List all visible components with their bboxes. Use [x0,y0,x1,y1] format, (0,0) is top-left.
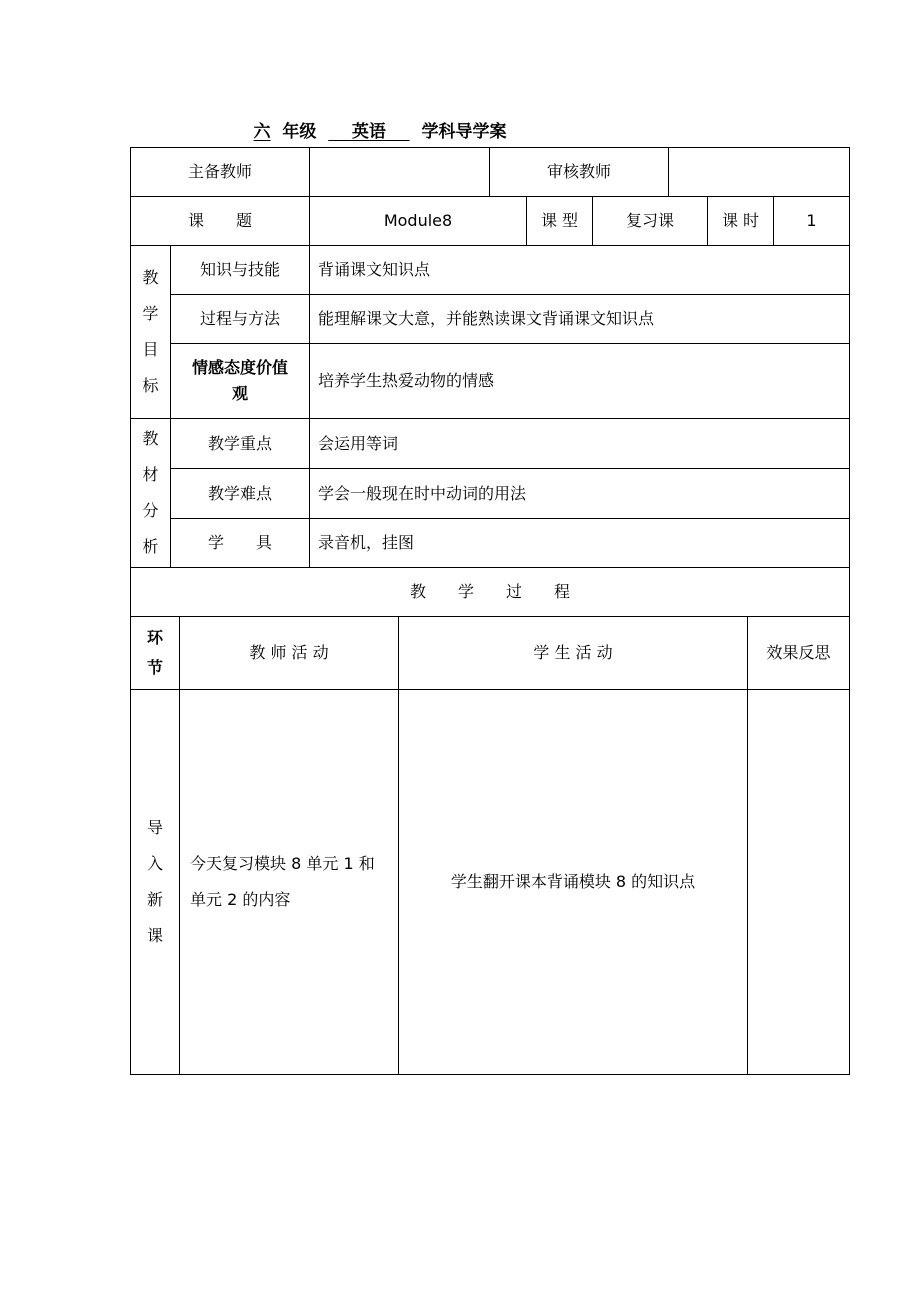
process-row-reflection[interactable] [747,689,850,1075]
process-row-stage: 导 入 新 课 [130,689,180,1075]
type-value: 复习课 [592,196,708,246]
analysis-value-tools: 录音机，挂图 [309,518,850,568]
analysis-group-label: 教 材 分 析 [130,418,171,568]
goal-value-knowledge: 背诵课文知识点 [309,245,850,295]
goal-label-knowledge: 知识与技能 [170,245,310,295]
analysis-value-difficulty: 学会一般现在时中动词的用法 [309,468,850,519]
goal-value-emotion: 培养学生热爱动物的情感 [309,343,850,419]
topic-label: 课 题 [130,196,310,246]
goals-group-label: 教 学 目 标 [130,245,171,419]
process-row-teacher: 今天复习模块 8 单元 1 和单元 2 的内容 [179,689,399,1075]
topic-value: Module8 [309,196,527,246]
subject-value: 英语 [351,122,386,142]
process-header-teacher: 教 师 活 动 [179,616,399,690]
process-header-student: 学 生 活 动 [398,616,748,690]
hours-value: 1 [773,196,850,246]
process-header-reflection: 效果反思 [747,616,850,690]
title-suffix: 学科导学案 [421,122,507,142]
analysis-label-key: 教学重点 [170,418,310,469]
type-label: 课 型 [526,196,593,246]
lesson-plan-table [130,147,850,1075]
chief-teacher-label: 主备教师 [130,147,310,197]
goal-value-process: 能理解课文大意，并能熟读课文背诵课文知识点 [309,294,850,344]
goal-label-process: 过程与方法 [170,294,310,344]
analysis-label-tools: 学 具 [170,518,310,568]
analysis-label-difficulty: 教学难点 [170,468,310,519]
process-row-student: 学生翻开课本背诵模块 8 的知识点 [398,689,748,1075]
analysis-value-key: 会运用等词 [309,418,850,469]
grade-label: 年级 [282,122,317,142]
hours-label: 课 时 [707,196,774,246]
chief-teacher-field[interactable] [309,147,490,197]
process-header-stage: 环 节 [130,616,180,690]
review-teacher-field[interactable] [668,147,850,197]
review-teacher-label: 审核教师 [489,147,669,197]
grade-value: 六 [253,122,271,142]
goal-label-emotion: 情感态度价值观 [170,343,310,419]
page-title [0,117,760,142]
process-title: 教 学 过 程 [130,567,850,617]
